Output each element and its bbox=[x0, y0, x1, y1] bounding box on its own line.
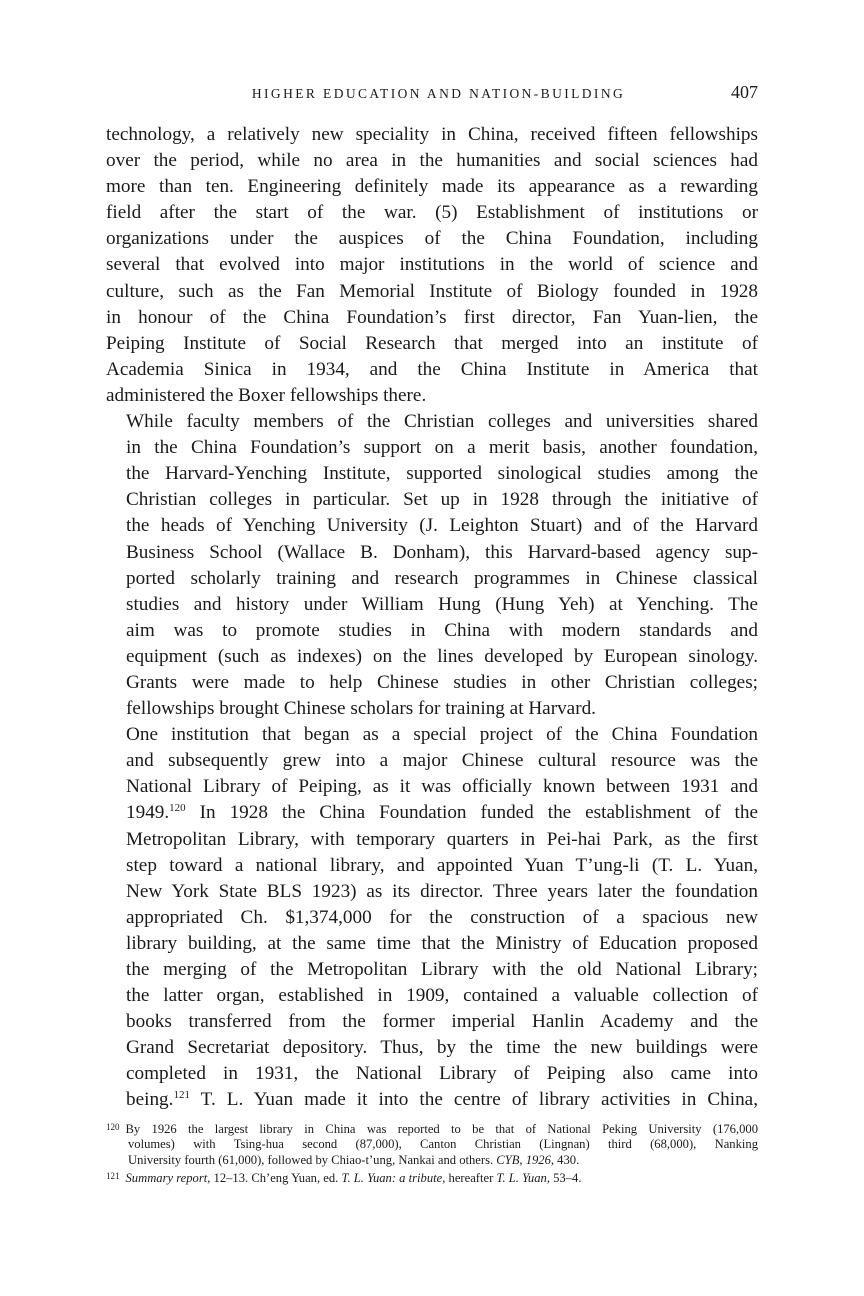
paragraph-line: and subsequently grew into a major Chinese cultural resource was the bbox=[126, 750, 758, 772]
paragraph-line: library building, at the same time that the Ministry of Education proposed bbox=[126, 932, 758, 954]
paragraph-line: Christian colleges in particular. Set up in 1928 through the initiative of bbox=[126, 489, 758, 511]
paragraph-line: in the China Foundation’s support on a merit basis, another foundation, bbox=[126, 437, 758, 459]
paragraph-line: Business School (Wallace B. Donham), this Harvard-based agency sup- bbox=[126, 541, 758, 563]
running-head bbox=[106, 82, 758, 122]
paragraph-3 bbox=[106, 722, 758, 1113]
paragraph-line: ported scholarly training and research programmes in Chinese classical bbox=[126, 567, 758, 589]
paragraph-line: several that evolved into major institutions in the world of science and bbox=[106, 254, 758, 276]
paragraph-line bbox=[106, 800, 758, 826]
paragraph-line: culture, such as the Fan Memorial Institute of Biology founded in 1928 bbox=[106, 280, 758, 302]
footnote-text: 53–4. bbox=[549, 1170, 582, 1185]
paragraph-line: Peiping Institute of Social Research that merged into an institute of bbox=[106, 332, 758, 354]
paragraph-1 bbox=[106, 122, 758, 409]
footnote-number: 120 bbox=[106, 1121, 120, 1132]
text-segment: In 1928 the China Foundation funded the establishment of the bbox=[185, 802, 758, 824]
running-title: HIGHER EDUCATION AND NATION-BUILDING bbox=[251, 86, 626, 101]
paragraph-line: the Harvard-Yenching Institute, supported sinological studies among the bbox=[126, 463, 758, 485]
footnote-line bbox=[106, 1120, 758, 1138]
paragraph-line: more than ten. Engineering definitely made its appearance as a rewarding bbox=[106, 176, 758, 198]
text-segment: being. bbox=[126, 1089, 174, 1111]
paragraph-line: fellowships brought Chinese scholars for training at Harvard. bbox=[126, 698, 596, 720]
footnote-line bbox=[106, 1153, 758, 1169]
footnote-number: 121 bbox=[106, 1170, 120, 1181]
paragraph-line: administered the Boxer fellowships there. bbox=[106, 384, 427, 406]
paragraph-line: Academia Sinica in 1934, and the China Institute in America that bbox=[106, 358, 758, 380]
paragraph-2 bbox=[106, 409, 758, 722]
paragraph-line: aim was to promote studies in China with modern standards and bbox=[126, 619, 758, 641]
paragraph-line: equipment (such as indexes) on the lines developed by European sinology. bbox=[126, 645, 758, 667]
paragraph-line: in honour of the China Foundation’s first director, Fan Yuan-lien, the bbox=[106, 306, 758, 328]
citation-title: T. L. Yuan: a tribute, bbox=[341, 1170, 446, 1185]
paragraph-line: National Library of Peiping, as it was officially known between 1931 and bbox=[126, 776, 758, 798]
paragraph-line: step toward a national library, and appointed Yuan T’ung-li (T. L. Yuan, bbox=[126, 854, 758, 876]
paragraph-line: field after the start of the war. (5) Establishment of institutions or bbox=[106, 202, 758, 224]
footnote-ref-120[interactable]: 120 bbox=[169, 802, 186, 815]
paragraph-line: Grand Secretariat depository. Thus, by the time the new buildings were bbox=[126, 1037, 758, 1059]
footnote-text: 430. bbox=[554, 1153, 580, 1168]
page-number: 407 bbox=[731, 82, 758, 102]
footnote-line bbox=[106, 1169, 758, 1187]
paragraph-line: over the period, while no area in the humanities and social sciences had bbox=[106, 150, 758, 172]
paragraph-line: While faculty members of the Christian colleges and universities shared bbox=[126, 411, 758, 433]
footnote-120 bbox=[106, 1120, 758, 1169]
footnotes bbox=[106, 1120, 758, 1187]
paragraph-line: Metropolitan Library, with temporary quarters in Pei-hai Park, as the first bbox=[126, 828, 758, 850]
citation-title: CYB, 1926, bbox=[496, 1153, 555, 1168]
paragraph-line bbox=[106, 1087, 758, 1113]
paragraph-line: New York State BLS 1923) as its director. Three years later the foundation bbox=[126, 880, 758, 902]
paragraph-line: completed in 1931, the National Library of Peiping also came into bbox=[126, 1063, 758, 1085]
paragraph-line: appropriated Ch. $1,374,000 for the construction of a spacious new bbox=[126, 906, 758, 928]
footnote-ref-121[interactable]: 121 bbox=[173, 1089, 190, 1102]
citation-title: T. L. Yuan, bbox=[496, 1170, 550, 1185]
paragraph-line: One institution that began as a special project of the China Foundation bbox=[126, 724, 758, 746]
footnote-text: hereafter bbox=[445, 1170, 497, 1185]
citation-title: Summary report, bbox=[125, 1170, 211, 1185]
footnote-text: By 1926 the largest library in China was reported to be that of National Peking University (176,000 bbox=[125, 1121, 758, 1136]
paragraph-line: the heads of Yenching University (J. Leighton Stuart) and of the Harvard bbox=[126, 515, 758, 537]
footnote-121 bbox=[106, 1169, 758, 1187]
paragraph-line: studies and history under William Hung (Hung Yeh) at Yenching. The bbox=[126, 593, 758, 615]
footnote-text: 12–13. Ch’eng Yuan, ed. bbox=[210, 1170, 342, 1185]
paragraph-line: organizations under the auspices of the China Foundation, including bbox=[106, 228, 758, 250]
paragraph-line: books transferred from the former imperial Hanlin Academy and the bbox=[126, 1011, 758, 1033]
paragraph-line: technology, a relatively new speciality in China, received fifteen fellowships bbox=[106, 124, 758, 145]
text-segment: T. L. Yuan made it into the centre of library activities in China, bbox=[189, 1089, 758, 1111]
footnote-text: University fourth (61,000), followed by Chiao-t’ung, Nankai and others. bbox=[128, 1153, 497, 1168]
text-segment: 1949. bbox=[126, 802, 170, 824]
paragraph-line: the latter organ, established in 1909, contained a valuable collection of bbox=[126, 985, 758, 1007]
footnote-line: volumes) with Tsing-hua second (87,000), Canton Christian (Lingnan) third (68,000), Nanking bbox=[128, 1137, 758, 1152]
book-page bbox=[106, 82, 758, 1187]
paragraph-line: Grants were made to help Chinese studies in other Christian colleges; bbox=[126, 671, 758, 693]
paragraph-line: the merging of the Metropolitan Library with the old National Library; bbox=[126, 959, 758, 980]
